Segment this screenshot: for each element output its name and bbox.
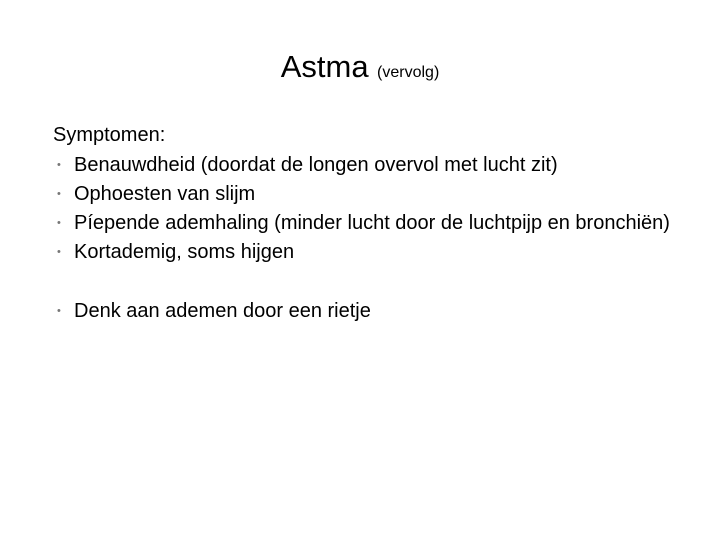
list-item-text: Ophoesten van slijm — [74, 183, 256, 205]
list-item — [53, 208, 673, 237]
symptoms-heading: Symptomen: — [53, 124, 166, 146]
list-item — [53, 237, 673, 266]
bullet-icon: • — [57, 159, 61, 171]
bullet-icon: • — [57, 188, 61, 200]
list-item — [53, 179, 673, 208]
symptoms-list — [53, 150, 673, 325]
slide-title — [0, 49, 720, 85]
bullet-icon: • — [57, 217, 61, 229]
bullet-icon: • — [57, 246, 61, 258]
bullet-icon: • — [57, 305, 61, 317]
list-item-text: Píepende ademhaling (minder lucht door de luchtpijp en bronchiën) — [74, 212, 670, 234]
list-item — [53, 150, 673, 179]
title-subtitle: (vervolg) — [377, 64, 440, 81]
list-item-text: Denk aan ademen door een rietje — [74, 300, 371, 322]
list-item-text: Benauwdheid (doordat de longen overvol met lucht zit) — [74, 154, 558, 176]
list-item — [53, 296, 673, 325]
list-item-text: Kortademig, soms hijgen — [74, 241, 295, 263]
slide-content — [53, 120, 673, 325]
title-main: Astma — [280, 49, 369, 84]
